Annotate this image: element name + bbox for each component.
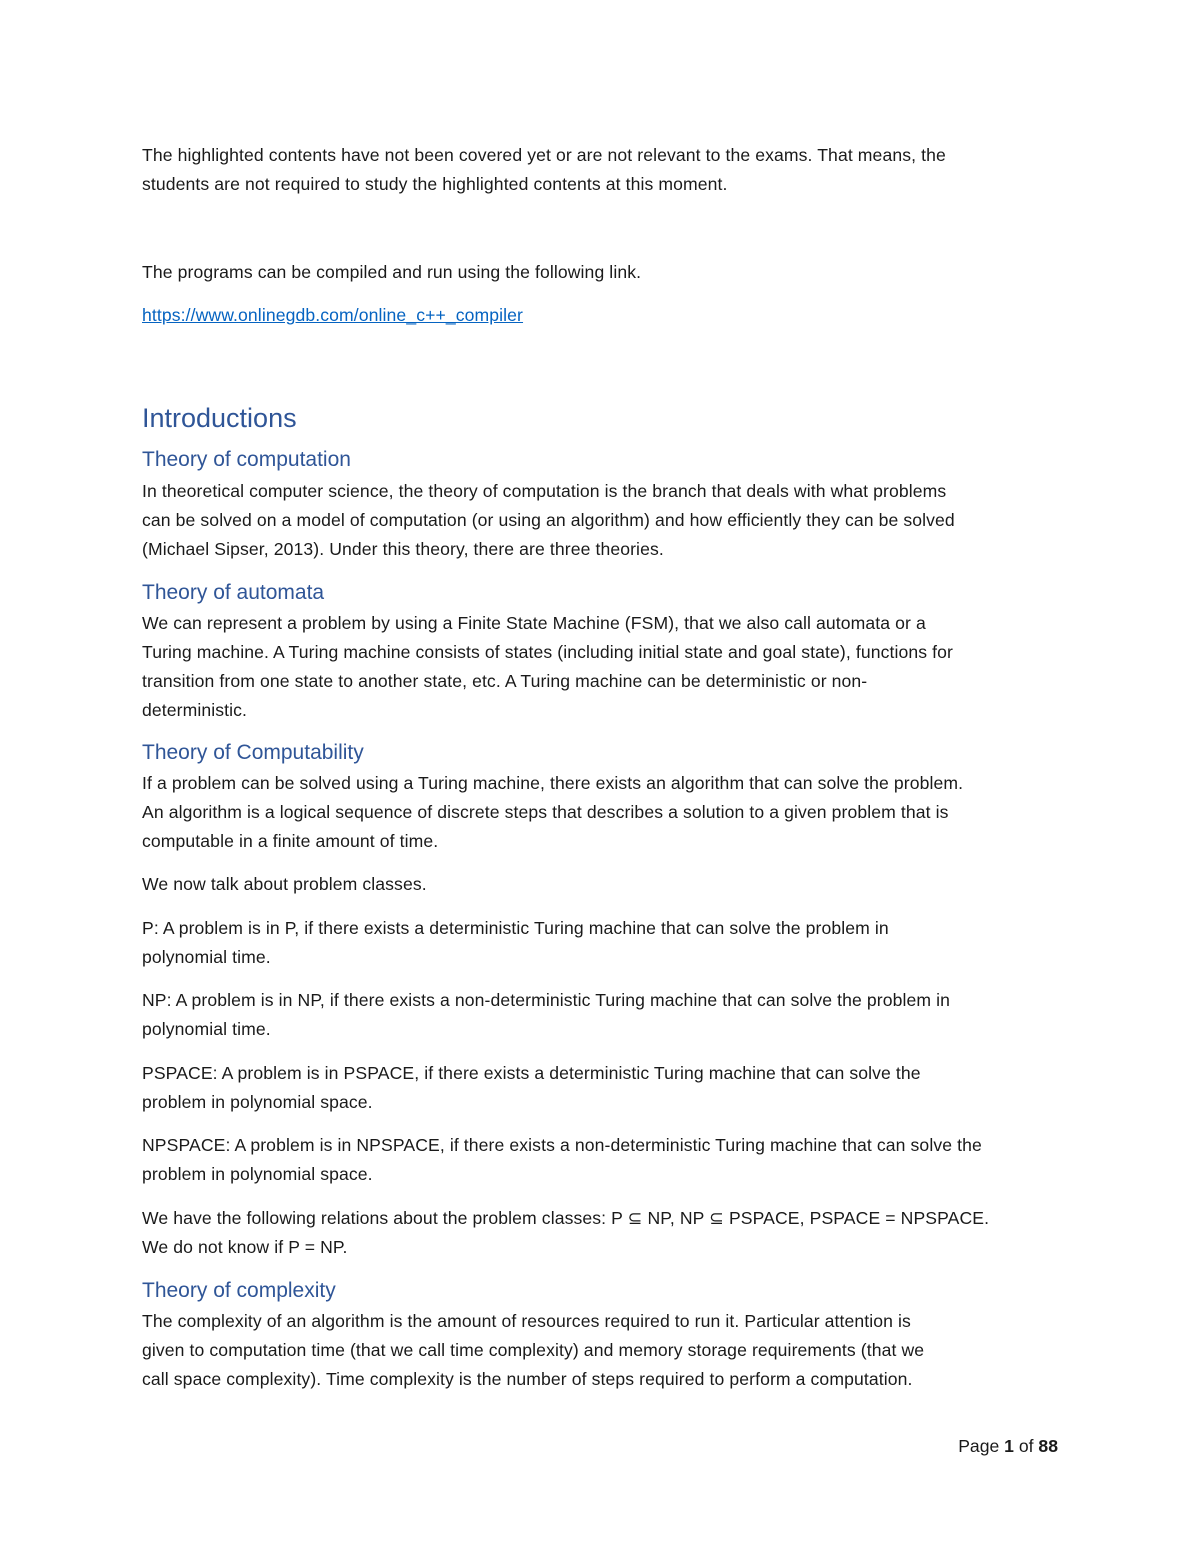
heading-introductions: Introductions <box>142 403 297 433</box>
complexity-line-1: The complexity of an algorithm is the amount of resources required to run it. Particular attention is <box>142 1311 911 1331</box>
problem-classes-intro: We now talk about problem classes. <box>142 874 427 894</box>
page-number-footer <box>958 1433 1058 1459</box>
computability-line-3: computable in a finite amount of time. <box>142 831 439 851</box>
compiler-link[interactable]: https://www.onlinegdb.com/online_c++_compiler <box>142 305 524 325</box>
page-total: 88 <box>1038 1436 1058 1456</box>
programs-text: The programs can be compiled and run using the following link. <box>142 262 642 282</box>
computation-line-1: In theoretical computer science, the theory of computation is the branch that deals with what problems <box>142 481 947 501</box>
relations-line-2: We do not know if P = NP. <box>142 1237 348 1257</box>
heading-theory-of-complexity: Theory of complexity <box>142 1279 336 1302</box>
computability-line-2: An algorithm is a logical sequence of discrete steps that describes a solution to a given problem that is <box>142 802 949 822</box>
npspace-class-line-2: problem in polynomial space. <box>142 1164 373 1184</box>
computability-line-1: If a problem can be solved using a Turing machine, there exists an algorithm that can solve the problem. <box>142 773 964 793</box>
page-of-label: of <box>1013 1436 1039 1456</box>
automata-line-4: deterministic. <box>142 700 248 720</box>
complexity-line-2: given to computation time (that we call time complexity) and memory storage requirements (that we <box>142 1340 925 1360</box>
page-label: Page <box>958 1436 1005 1456</box>
pspace-class-line-2: problem in polynomial space. <box>142 1092 373 1112</box>
link-paragraph <box>142 301 523 330</box>
np-class-line-1: NP: A problem is in NP, if there exists a non-deterministic Turing machine that can solve the problem in <box>142 990 951 1010</box>
automata-line-2: Turing machine. A Turing machine consists of states (including initial state and goal state), functions for <box>142 642 953 662</box>
heading-theory-of-computation: Theory of computation <box>142 448 351 471</box>
heading-theory-of-computability: Theory of Computability <box>142 741 364 764</box>
npspace-class-line-1: NPSPACE: A problem is in NPSPACE, if there exists a non-deterministic Turing machine that can solve the <box>142 1135 982 1155</box>
computation-line-2: can be solved on a model of computation (or using an algorithm) and how efficiently they can be solved <box>142 510 955 530</box>
relations-line-1: We have the following relations about the problem classes: P ⊆ NP, NP ⊆ PSPACE, PSPACE = NPSPACE. <box>142 1208 990 1228</box>
automata-line-3: transition from one state to another state, etc. A Turing machine can be deterministic or non- <box>142 671 868 691</box>
p-class-line-2: polynomial time. <box>142 947 271 967</box>
automata-line-1: We can represent a problem by using a Finite State Machine (FSM), that we also call automata or a <box>142 613 926 633</box>
note-line-2: students are not required to study the highlighted contents at this moment. <box>142 174 728 194</box>
complexity-line-3: call space complexity). Time complexity is the number of steps required to perform a computation. <box>142 1369 913 1389</box>
np-class-line-2: polynomial time. <box>142 1019 271 1039</box>
p-class-line-1: P: A problem is in P, if there exists a deterministic Turing machine that can solve the problem in <box>142 918 889 938</box>
note-line-1: The highlighted contents have not been covered yet or are not relevant to the exams. That means, the <box>142 145 946 165</box>
pspace-class-line-1: PSPACE: A problem is in PSPACE, if there exists a deterministic Turing machine that can solve the <box>142 1063 921 1083</box>
computation-line-3: (Michael Sipser, 2013). Under this theory, there are three theories. <box>142 539 664 559</box>
page-current: 1 <box>1004 1436 1014 1456</box>
heading-theory-of-automata: Theory of automata <box>142 581 325 604</box>
